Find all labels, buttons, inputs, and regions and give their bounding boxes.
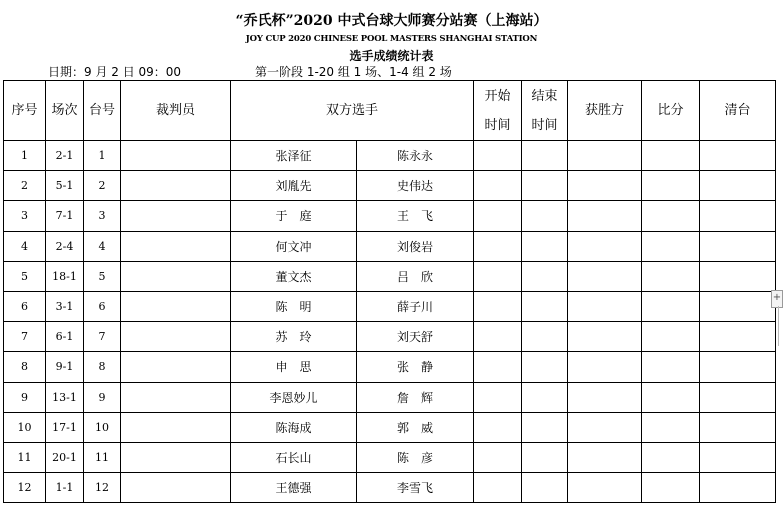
cell-player-a: 于 庭 [231,201,357,231]
cell-clearance[interactable] [700,231,776,261]
cell-table-number: 3 [84,201,121,231]
cell-seq: 7 [4,322,46,352]
cell-player-a: 何文冲 [231,231,357,261]
cell-player-b: 薛子川 [357,291,474,321]
cell-player-a: 李恩妙儿 [231,382,357,412]
page-title: “乔氏杯”2020 中式台球大师赛分站赛（上海站） [235,13,548,29]
cell-winner[interactable] [568,231,642,261]
header-start-time-label: 时间 [484,117,511,133]
cell-clearance[interactable] [700,291,776,321]
cell-start-time[interactable] [474,473,522,503]
cell-score[interactable] [642,382,700,412]
cell-seq: 12 [4,473,46,503]
results-table [3,80,776,503]
cell-referee[interactable] [121,473,231,503]
table-row [4,442,776,472]
cell-referee[interactable] [121,141,231,171]
cell-winner[interactable] [568,412,642,442]
cell-player-a: 苏 玲 [231,322,357,352]
cell-seq: 9 [4,382,46,412]
cell-start-time[interactable] [474,291,522,321]
cell-end-time[interactable] [522,412,568,442]
cell-table-number: 7 [84,322,121,352]
cell-seq: 1 [4,141,46,171]
header-seq: 序号 [4,81,46,141]
cell-end-time[interactable] [522,261,568,291]
table-row [4,412,776,442]
header-end-label: 结束 [531,88,558,104]
cell-clearance[interactable] [700,352,776,382]
cell-player-b: 刘天舒 [357,322,474,352]
cell-clearance[interactable] [700,442,776,472]
cell-match: 17-1 [46,412,84,442]
header-end-time [522,81,568,141]
cell-player-a: 董文杰 [231,261,357,291]
cell-match: 2-4 [46,231,84,261]
cell-player-a: 刘胤先 [231,171,357,201]
cell-player-b: 郭 威 [357,412,474,442]
cell-end-time[interactable] [522,442,568,472]
header-match: 场次 [46,81,84,141]
cell-player-b: 王 飞 [357,201,474,231]
cell-player-b: 陈永永 [357,141,474,171]
cell-table-number: 11 [84,442,121,472]
cell-end-time[interactable] [522,291,568,321]
cell-start-time[interactable] [474,382,522,412]
cell-table-number: 2 [84,171,121,201]
cell-score[interactable] [642,261,700,291]
cell-end-time[interactable] [522,352,568,382]
table-header [4,81,776,141]
cell-score[interactable] [642,201,700,231]
table-body [4,141,776,503]
cell-match: 5-1 [46,171,84,201]
cell-start-time[interactable] [474,231,522,261]
cell-start-time[interactable] [474,261,522,291]
stage-info: 第一阶段 1-20 组 1 场、1-4 组 2 场 [255,65,452,79]
cell-winner[interactable] [568,261,642,291]
header-players: 双方选手 [231,81,474,141]
cell-match: 18-1 [46,261,84,291]
cell-start-time[interactable] [474,352,522,382]
cell-table-number: 9 [84,382,121,412]
table-row [4,171,776,201]
table-row [4,141,776,171]
table-row [4,382,776,412]
cell-seq: 2 [4,171,46,201]
cell-score[interactable] [642,322,700,352]
header-referee: 裁判员 [121,81,231,141]
header-winner: 获胜方 [568,81,642,141]
cell-clearance[interactable] [700,473,776,503]
cell-start-time[interactable] [474,322,522,352]
header-score: 比分 [642,81,700,141]
table-row [4,291,776,321]
cell-player-a: 申 思 [231,352,357,382]
cell-table-number: 12 [84,473,121,503]
cell-table-number: 10 [84,412,121,442]
cell-referee[interactable] [121,291,231,321]
cell-start-time[interactable] [474,171,522,201]
cell-clearance[interactable] [700,201,776,231]
cell-winner[interactable] [568,352,642,382]
cell-referee[interactable] [121,261,231,291]
cell-winner[interactable] [568,201,642,231]
cell-player-b: 李雪飞 [357,473,474,503]
cell-seq: 3 [4,201,46,231]
cell-match: 13-1 [46,382,84,412]
cell-referee[interactable] [121,201,231,231]
page-subtitle-english: JOY CUP 2020 CHINESE POOL MASTERS SHANGHAI STATION [245,34,538,44]
header-table-number: 台号 [84,81,121,141]
cell-score[interactable] [642,412,700,442]
cell-end-time[interactable] [522,171,568,201]
cell-end-time[interactable] [522,141,568,171]
cell-score[interactable] [642,291,700,321]
cell-seq: 11 [4,442,46,472]
cell-score[interactable] [642,473,700,503]
cell-referee[interactable] [121,352,231,382]
cell-table-number: 6 [84,291,121,321]
table-row [4,231,776,261]
cell-clearance[interactable] [700,261,776,291]
header-start-label: 开始 [484,88,511,104]
cell-score[interactable] [642,141,700,171]
cell-player-b: 张 静 [357,352,474,382]
cell-end-time[interactable] [522,473,568,503]
cell-referee[interactable] [121,382,231,412]
cell-player-b: 史伟达 [357,171,474,201]
cell-match: 6-1 [46,322,84,352]
cell-winner[interactable] [568,322,642,352]
cell-player-b: 詹 辉 [357,382,474,412]
table-row [4,201,776,231]
cell-referee[interactable] [121,412,231,442]
cell-end-time[interactable] [522,231,568,261]
cell-seq: 5 [4,261,46,291]
cell-clearance[interactable] [700,382,776,412]
cell-seq: 6 [4,291,46,321]
cell-start-time[interactable] [474,442,522,472]
cell-referee[interactable] [121,231,231,261]
cell-player-a: 张泽征 [231,141,357,171]
table-row [4,473,776,503]
cell-player-a: 石长山 [231,442,357,472]
cell-table-number: 4 [84,231,121,261]
cell-table-number: 5 [84,261,121,291]
cell-end-time[interactable] [522,322,568,352]
cell-player-b: 陈 彦 [357,442,474,472]
cell-match: 2-1 [46,141,84,171]
table-row [4,352,776,382]
cell-table-number: 8 [84,352,121,382]
cell-winner[interactable] [568,442,642,472]
cell-start-time[interactable] [474,141,522,171]
header-start-time [474,81,522,141]
cell-score[interactable] [642,231,700,261]
plus-icon[interactable]: + [771,290,783,308]
cell-start-time[interactable] [474,412,522,442]
cell-winner[interactable] [568,141,642,171]
date-info: 日期：9 月 2 日 09：00 [48,65,182,79]
cell-match: 7-1 [46,201,84,231]
cell-seq: 8 [4,352,46,382]
cell-score[interactable] [642,171,700,201]
cell-end-time[interactable] [522,201,568,231]
cell-seq: 10 [4,412,46,442]
cell-end-time[interactable] [522,382,568,412]
cell-player-b: 吕 欣 [357,261,474,291]
cell-start-time[interactable] [474,201,522,231]
table-row [4,322,776,352]
cell-winner[interactable] [568,171,642,201]
cell-seq: 4 [4,231,46,261]
cell-match: 9-1 [46,352,84,382]
cell-player-a: 陈海成 [231,412,357,442]
header-end-time-label: 时间 [531,117,558,133]
page-edge-divider [778,306,779,346]
cell-match: 20-1 [46,442,84,472]
cell-player-b: 刘俊岩 [357,231,474,261]
page-subtitle-chinese: 选手成绩统计表 [349,49,434,63]
cell-referee[interactable] [121,171,231,201]
cell-score[interactable] [642,442,700,472]
cell-match: 3-1 [46,291,84,321]
cell-clearance[interactable] [700,141,776,171]
header-clearance: 清台 [700,81,776,141]
cell-winner[interactable] [568,291,642,321]
cell-clearance[interactable] [700,412,776,442]
cell-table-number: 1 [84,141,121,171]
cell-winner[interactable] [568,382,642,412]
cell-player-a: 王德强 [231,473,357,503]
table-row [4,261,776,291]
cell-player-a: 陈 明 [231,291,357,321]
cell-match: 1-1 [46,473,84,503]
cell-score[interactable] [642,352,700,382]
cell-referee[interactable] [121,442,231,472]
cell-clearance[interactable] [700,171,776,201]
cell-referee[interactable] [121,322,231,352]
cell-winner[interactable] [568,473,642,503]
cell-clearance[interactable] [700,322,776,352]
